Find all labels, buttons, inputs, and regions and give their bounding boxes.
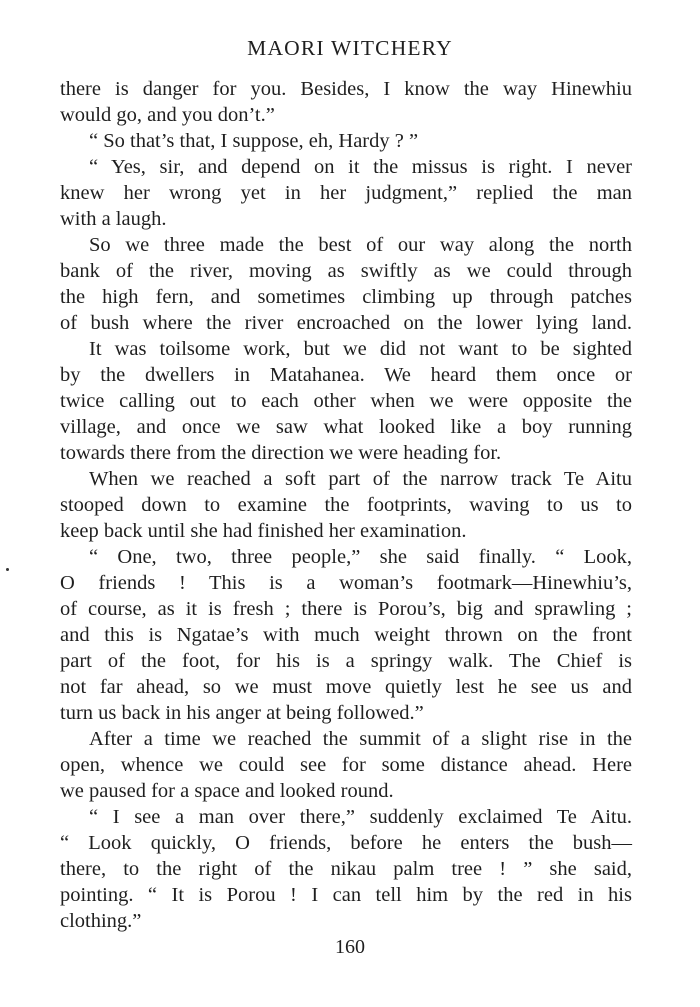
text-line: “ I see a man over there,” suddenly exclaimed Te Aitu. xyxy=(89,806,632,828)
text-line: “ Yes, sir, and depend on it the missus is right. I never xyxy=(89,156,632,178)
text-line: with a laugh. xyxy=(60,208,167,230)
text-line: pointing. “ It is Porou ! I can tell him by the red in his xyxy=(60,884,632,906)
text-line: twice calling out to each other when we were opposite the xyxy=(60,390,632,412)
running-head: MAORI WITCHERY xyxy=(247,36,453,60)
text-line: part of the foot, for his is a springy walk. The Chief is xyxy=(60,650,632,672)
text-line: we paused for a space and looked round. xyxy=(60,780,394,802)
text-line: village, and once we saw what looked like a boy running xyxy=(60,416,632,438)
text-line: “ One, two, three people,” she said finally. “ Look, xyxy=(89,546,632,568)
text-line: of course, as it is fresh ; there is Porou’s, big and sprawling ; xyxy=(60,598,632,620)
text-line: It was toilsome work, but we did not want to be sighted xyxy=(89,338,632,360)
text-line: and this is Ngatae’s with much weight thrown on the front xyxy=(60,624,632,646)
text-line: the high fern, and sometimes climbing up through patches xyxy=(60,286,632,308)
text-line: So we three made the best of our way along the north xyxy=(89,234,632,256)
text-line: clothing.” xyxy=(60,910,142,932)
text-line: turn us back in his anger at being followed.” xyxy=(60,702,424,724)
text-line: “ So that’s that, I suppose, eh, Hardy ? ” xyxy=(89,130,419,152)
text-line: there, to the right of the nikau palm tree ! ” she said, xyxy=(60,858,632,880)
text-line: open, whence we could see for some distance ahead. Here xyxy=(60,754,632,776)
text-line: by the dwellers in Matahanea. We heard them once or xyxy=(60,364,632,386)
text-line: When we reached a soft part of the narrow track Te Aitu xyxy=(89,468,632,490)
text-line: After a time we reached the summit of a slight rise in the xyxy=(89,728,632,750)
text-line: knew her wrong yet in her judgment,” replied the man xyxy=(60,182,632,204)
text-line: would go, and you don’t.” xyxy=(60,104,275,126)
body-text xyxy=(60,76,632,934)
page-number: 160 xyxy=(335,936,365,958)
text-line: bank of the river, moving as swiftly as we could through xyxy=(60,260,632,282)
text-line: there is danger for you. Besides, I know the way Hinewhiu xyxy=(60,78,632,100)
text-line: of bush where the river encroached on the lower lying land. xyxy=(60,312,632,334)
text-line: towards there from the direction we were heading for. xyxy=(60,442,502,464)
text-line: stooped down to examine the footprints, waving to us to xyxy=(60,494,632,516)
text-line: O friends ! This is a woman’s footmark—Hinewhiu’s, xyxy=(60,572,632,594)
text-line: “ Look quickly, O friends, before he enters the bush— xyxy=(60,832,632,854)
text-line: not far ahead, so we must move quietly lest he see us and xyxy=(60,676,632,698)
margin-speck xyxy=(6,568,9,571)
text-line: keep back until she had finished her examination. xyxy=(60,520,467,542)
